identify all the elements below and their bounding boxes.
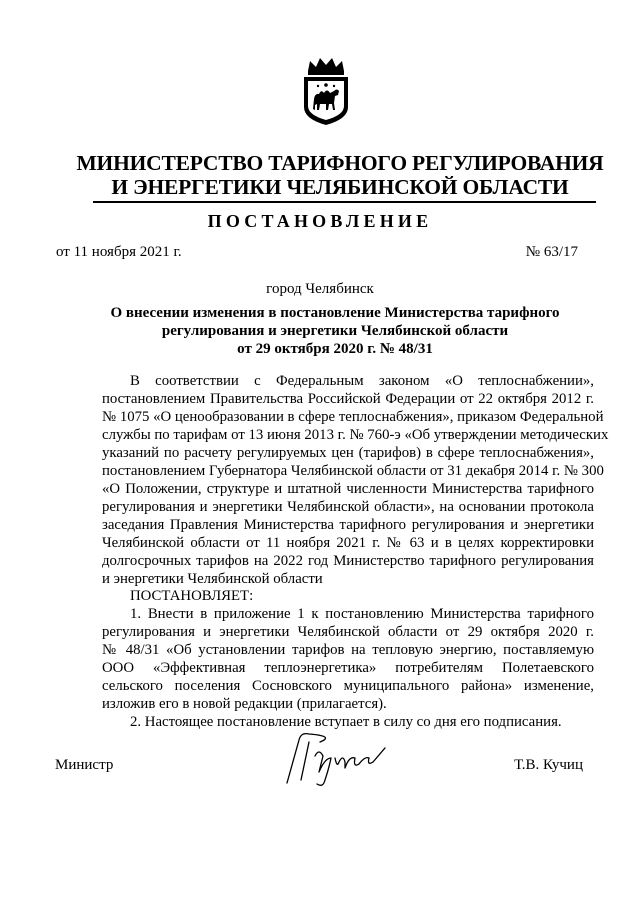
document-title-line: от 29 октября 2020 г. № 48/31 — [237, 341, 433, 357]
header-divider — [93, 201, 596, 203]
body-line: и энергетики Челябинской области — [102, 571, 323, 587]
body-line: Челябинской области от 11 ноября 2021 г. № 63 и в целях корректировки — [102, 535, 594, 551]
ministry-name-line1: МИНИСТЕРСТВО ТАРИФНОГО РЕГУЛИРОВАНИЯ — [76, 151, 604, 175]
signer-name: Т.В. Кучиц — [514, 757, 583, 773]
document-type: ПОСТАНОВЛЕНИЕ — [207, 211, 433, 231]
body-line: 2. Настоящее постановление вступает в силу со дня его подписания. — [130, 714, 562, 730]
body-line: № 48/31 «Об установлении тарифов на тепловую энергию, поставляемую — [102, 642, 594, 658]
document-title-line: регулирования и энергетики Челябинской области — [161, 323, 509, 339]
body-line: регулирования и энергетики Челябинской области», на основании протокола — [102, 499, 594, 515]
coat-of-arms-icon — [300, 55, 352, 127]
document-date: от 11 ноября 2021 г. — [56, 244, 182, 260]
body-line: 1. Внести в приложение 1 к постановлению Министерства тарифного — [130, 606, 594, 622]
body-line: регулирования и энергетики Челябинской области от 29 октября 2020 г. — [102, 624, 594, 640]
body-line: сельского поселения Сосновского муниципального района» изменение, — [102, 678, 594, 694]
handwritten-signature — [265, 728, 415, 788]
ministry-name-line2: И ЭНЕРГЕТИКИ ЧЕЛЯБИНСКОЙ ОБЛАСТИ — [111, 175, 569, 199]
body-line: постановлением Правительства Российской Федерации от 22 октября 2012 г. — [102, 391, 594, 407]
body-line: изложив его в новой редакции (прилагается). — [102, 696, 387, 712]
body-line: «О Положении, структуре и штатной численности Министерства тарифного — [102, 481, 594, 497]
body-line: указаний по расчету регулируемых цен (тарифов) в сфере теплоснабжения», — [102, 445, 594, 461]
body-line: службы по тарифам от 13 июня 2013 г. № 760-э «Об утверждении методических — [102, 427, 609, 443]
body-line: ООО «Эффективная теплоэнергетика» потребителям Полетаевского — [102, 660, 594, 676]
signer-position: Министр — [55, 757, 114, 773]
document-city: город Челябинск — [266, 281, 374, 297]
body-line: долгосрочных тарифов на 2022 год Министерство тарифного регулирования — [102, 553, 594, 569]
resolution-heading: ПОСТАНОВЛЯЕТ: — [130, 588, 254, 604]
body-line: заседания Правления Министерства тарифного регулирования и энергетики — [102, 517, 594, 533]
body-line: № 1075 «О ценообразовании в сфере теплоснабжения», приказом Федеральной — [102, 409, 604, 425]
body-line: постановлением Губернатора Челябинской области от 31 декабря 2014 г. № 300 — [102, 463, 604, 479]
body-line: В соответствии с Федеральным законом «О теплоснабжении», — [130, 373, 594, 389]
document-number: № 63/17 — [525, 244, 578, 260]
document-title-line: О внесении изменения в постановление Министерства тарифного — [110, 305, 560, 321]
